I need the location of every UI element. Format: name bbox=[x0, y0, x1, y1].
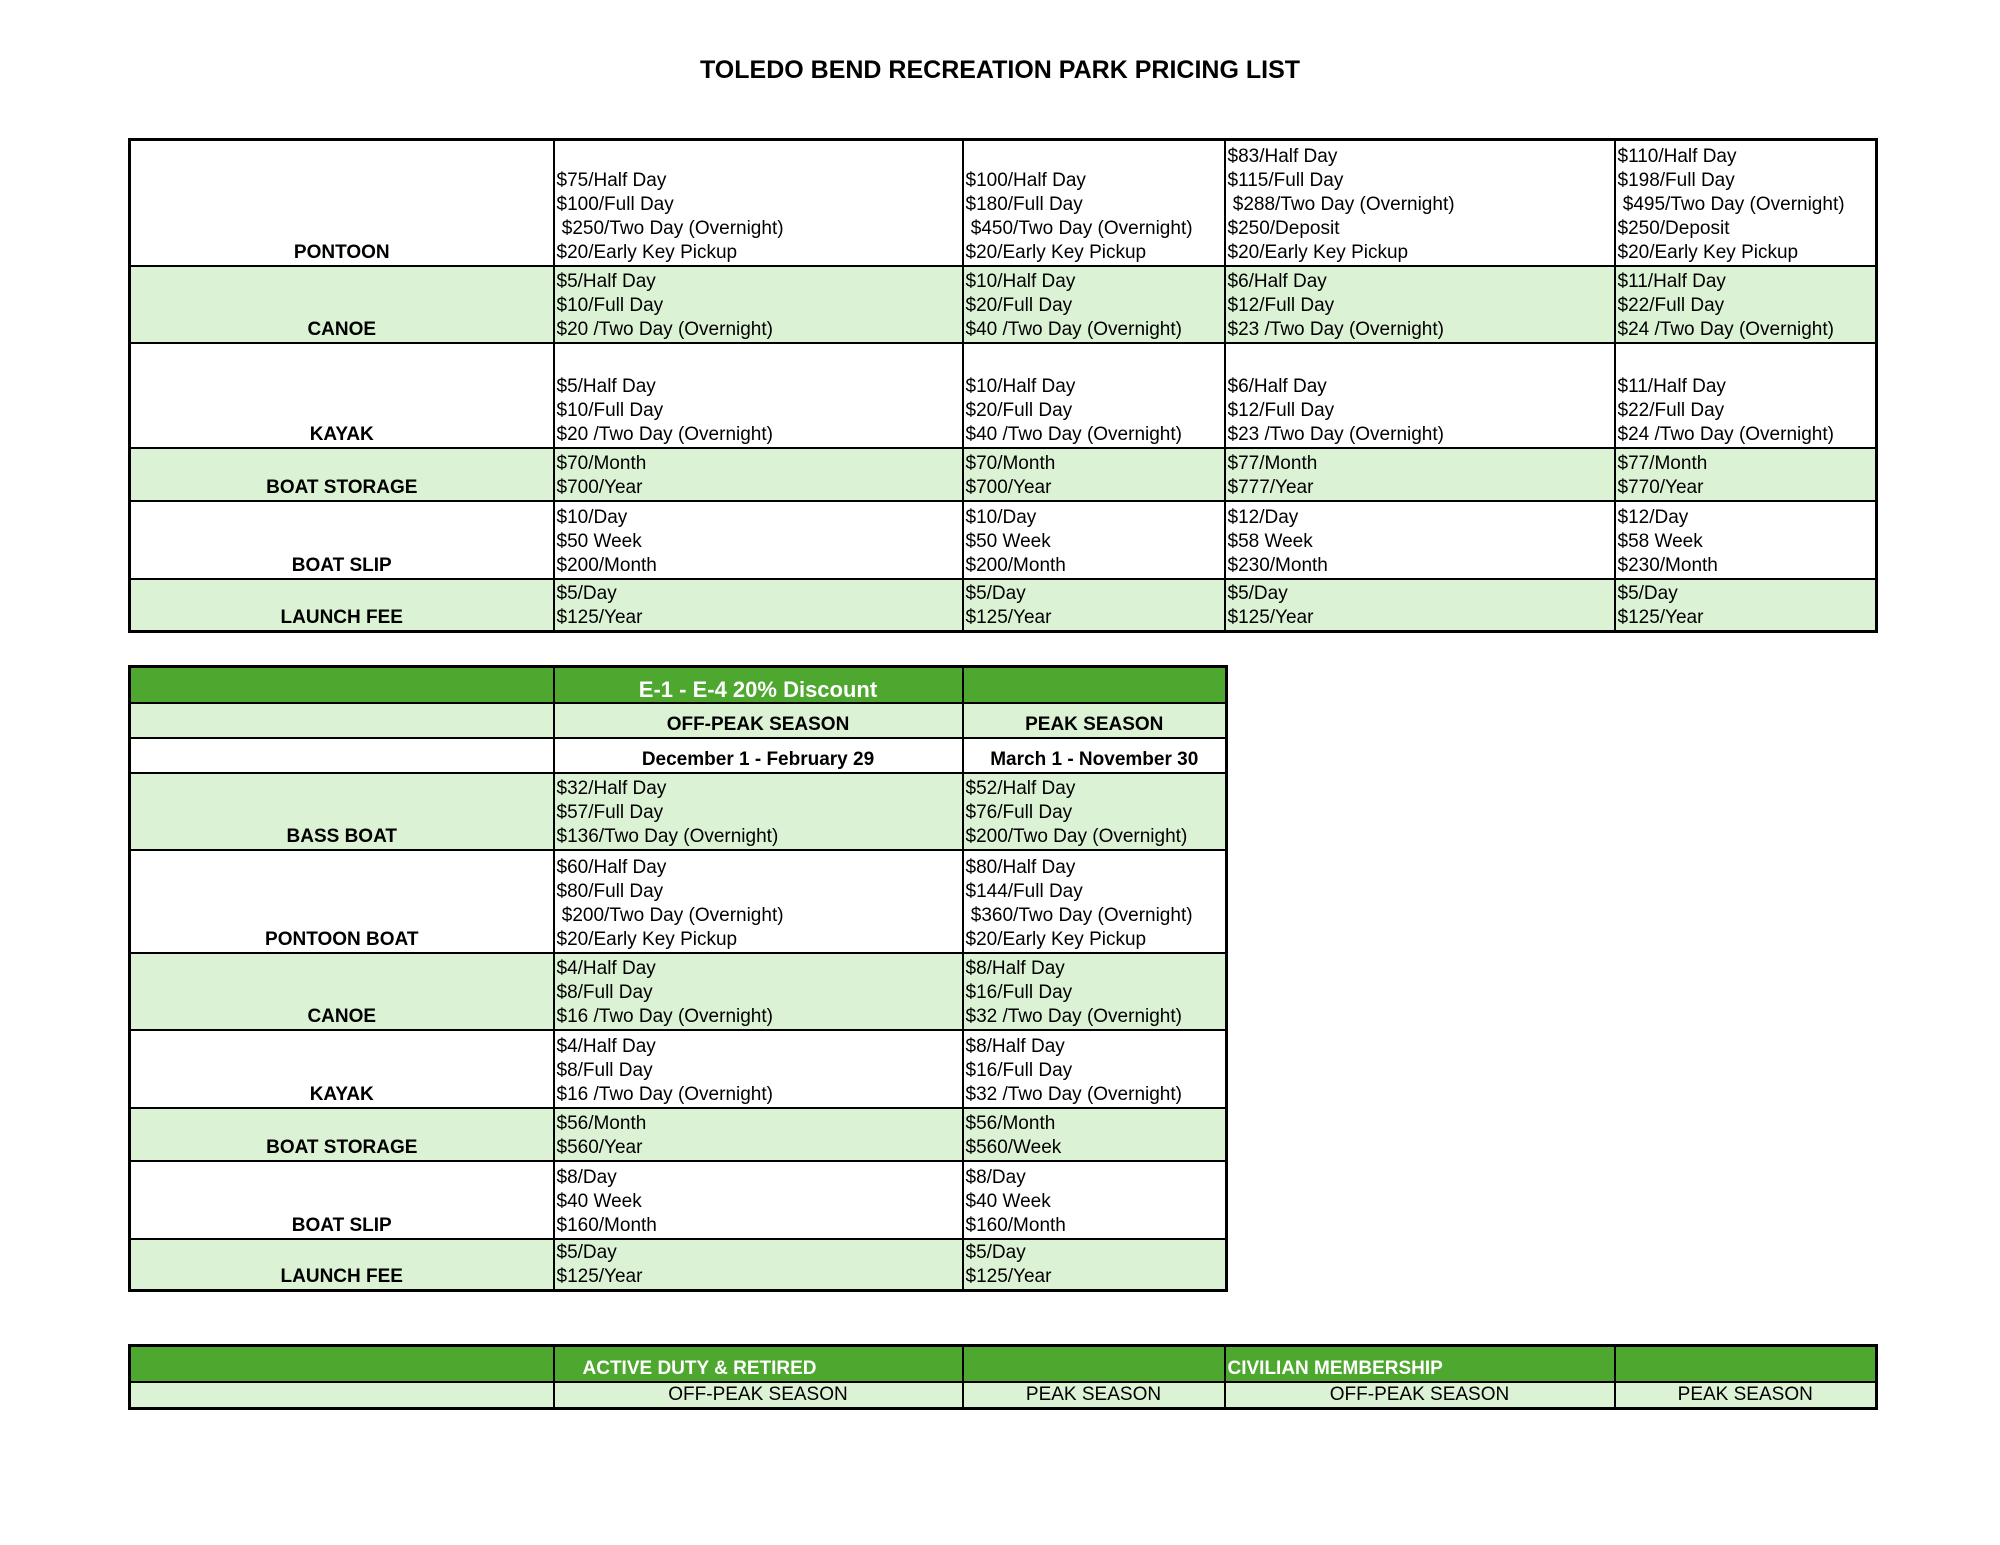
off-peak-season-header: OFF-PEAK SEASON bbox=[554, 703, 963, 738]
price-line: $40 /Two Day (Overnight) bbox=[965, 423, 1182, 445]
price-row bbox=[130, 266, 1877, 343]
price-line: $200/Month bbox=[965, 554, 1066, 576]
price-line: $12/Full Day bbox=[1227, 399, 1335, 421]
price-line: $20/Early Key Pickup bbox=[965, 241, 1147, 263]
price-line: $80/Half Day bbox=[965, 856, 1076, 878]
price-cell bbox=[963, 850, 1227, 953]
price-line: $16/Full Day bbox=[965, 981, 1073, 1003]
price-cell bbox=[1615, 140, 1877, 266]
price-line: $20 /Two Day (Overnight) bbox=[556, 318, 773, 340]
price-line: $100/Half Day bbox=[965, 169, 1086, 191]
price-line: $115/Full Day bbox=[1227, 169, 1344, 191]
service-label: BOAT STORAGE bbox=[130, 448, 554, 501]
service-label: LAUNCH FEE bbox=[130, 1239, 554, 1291]
price-line: $5/Day bbox=[556, 1242, 617, 1263]
price-line: $24 /Two Day (Overnight) bbox=[1617, 423, 1834, 445]
price-cell bbox=[963, 1239, 1227, 1291]
price-line: $16/Full Day bbox=[965, 1059, 1073, 1081]
price-line: $10/Half Day bbox=[965, 375, 1076, 397]
price-cell bbox=[554, 266, 963, 343]
price-row bbox=[130, 448, 1877, 501]
price-line: $10/Half Day bbox=[965, 270, 1076, 292]
service-label: BOAT STORAGE bbox=[130, 1108, 554, 1161]
pricing-table-discount bbox=[128, 665, 1228, 1292]
season-row-blank bbox=[130, 1382, 554, 1409]
price-cell bbox=[1615, 266, 1877, 343]
price-cell bbox=[1225, 501, 1615, 579]
season-header-blank bbox=[130, 703, 554, 738]
service-label: BOAT SLIP bbox=[130, 501, 554, 579]
price-line: $8/Full Day bbox=[556, 981, 653, 1003]
price-line: $700/Year bbox=[556, 476, 643, 498]
discount-header-blank bbox=[130, 667, 554, 703]
discount-header-blank-peak bbox=[963, 667, 1227, 703]
price-row bbox=[130, 1030, 1227, 1108]
price-line: $495/Two Day (Overnight) bbox=[1617, 193, 1845, 215]
service-label: CANOE bbox=[130, 266, 554, 343]
dates-header-blank bbox=[130, 738, 554, 773]
price-line: $8/Day bbox=[965, 1166, 1026, 1188]
active-peak: PEAK SEASON bbox=[963, 1382, 1225, 1409]
price-row bbox=[130, 1161, 1227, 1239]
price-line: $12/Full Day bbox=[1227, 294, 1335, 316]
price-line: $40 /Two Day (Overnight) bbox=[965, 318, 1182, 340]
service-label: PONTOON BOAT bbox=[130, 850, 554, 953]
price-line: $20/Full Day bbox=[965, 399, 1073, 421]
price-line: $56/Month bbox=[556, 1112, 647, 1134]
price-line: $777/Year bbox=[1227, 476, 1314, 498]
price-line: $12/Day bbox=[1617, 506, 1689, 528]
price-line: $58 Week bbox=[1227, 530, 1313, 552]
price-row bbox=[130, 501, 1877, 579]
price-cell bbox=[554, 448, 963, 501]
price-line: $77/Month bbox=[1227, 452, 1318, 474]
price-line: $60/Half Day bbox=[556, 856, 667, 878]
price-line: $125/Year bbox=[556, 607, 643, 628]
pricing-table-main-body bbox=[130, 140, 1877, 632]
price-line: $8/Day bbox=[556, 1166, 617, 1188]
price-line: $8/Half Day bbox=[965, 1035, 1065, 1057]
pricing-table-discount-rows bbox=[130, 773, 1227, 1291]
price-cell bbox=[554, 773, 963, 850]
price-line: $32 /Two Day (Overnight) bbox=[965, 1083, 1182, 1105]
price-line: $198/Full Day bbox=[1617, 169, 1735, 191]
active-duty-header: ACTIVE DUTY & RETIRED bbox=[554, 1346, 963, 1382]
price-line: $450/Two Day (Overnight) bbox=[965, 217, 1193, 239]
price-line: $700/Year bbox=[965, 476, 1052, 498]
price-line: $20/Early Key Pickup bbox=[1617, 241, 1799, 263]
price-row bbox=[130, 1108, 1227, 1161]
price-line: $125/Year bbox=[1617, 607, 1704, 628]
price-line: $5/Day bbox=[965, 583, 1026, 604]
price-cell bbox=[963, 501, 1225, 579]
price-line: $160/Month bbox=[556, 1214, 657, 1236]
service-label: LAUNCH FEE bbox=[130, 579, 554, 632]
price-line: $77/Month bbox=[1617, 452, 1708, 474]
price-line: $5/Half Day bbox=[556, 375, 656, 397]
page-title: TOLEDO BEND RECREATION PARK PRICING LIST bbox=[699, 56, 1301, 84]
price-cell bbox=[963, 953, 1227, 1030]
price-line: $56/Month bbox=[965, 1112, 1056, 1134]
service-label: KAYAK bbox=[130, 1030, 554, 1108]
price-line: $70/Month bbox=[965, 452, 1056, 474]
membership-blank bbox=[130, 1346, 554, 1382]
price-line: $125/Year bbox=[965, 607, 1052, 628]
price-line: $5/Half Day bbox=[556, 270, 656, 292]
price-line: $20/Full Day bbox=[965, 294, 1073, 316]
price-line: $4/Half Day bbox=[556, 957, 656, 979]
price-line: $10/Day bbox=[556, 506, 628, 528]
price-cell bbox=[1225, 448, 1615, 501]
price-line: $20/Early Key Pickup bbox=[556, 928, 738, 950]
price-line: $200/Two Day (Overnight) bbox=[556, 904, 784, 926]
price-cell bbox=[963, 448, 1225, 501]
price-line: $136/Two Day (Overnight) bbox=[556, 825, 779, 847]
price-line: $6/Half Day bbox=[1227, 270, 1327, 292]
service-label: BASS BOAT bbox=[130, 773, 554, 850]
service-label: BOAT SLIP bbox=[130, 1161, 554, 1239]
service-label: PONTOON bbox=[130, 140, 554, 266]
price-line: $8/Half Day bbox=[965, 957, 1065, 979]
price-cell bbox=[554, 1161, 963, 1239]
price-line: $16 /Two Day (Overnight) bbox=[556, 1005, 773, 1027]
price-line: $560/Week bbox=[965, 1136, 1062, 1158]
price-cell bbox=[1225, 266, 1615, 343]
price-line: $16 /Two Day (Overnight) bbox=[556, 1083, 773, 1105]
price-cell bbox=[1615, 501, 1877, 579]
price-cell bbox=[554, 579, 963, 632]
price-line: $5/Day bbox=[1227, 583, 1288, 604]
price-line: $58 Week bbox=[1617, 530, 1703, 552]
price-line: $50 Week bbox=[556, 530, 642, 552]
price-row bbox=[130, 1239, 1227, 1291]
active-duty-blank bbox=[963, 1346, 1225, 1382]
price-line: $20/Early Key Pickup bbox=[1227, 241, 1409, 263]
off-peak-dates: December 1 - February 29 bbox=[554, 738, 963, 773]
price-cell bbox=[554, 343, 963, 448]
price-cell bbox=[554, 501, 963, 579]
price-line: $125/Year bbox=[556, 1266, 643, 1287]
price-line: $70/Month bbox=[556, 452, 647, 474]
price-line: $32 /Two Day (Overnight) bbox=[965, 1005, 1182, 1027]
price-line: $80/Full Day bbox=[556, 880, 664, 902]
civilian-peak: PEAK SEASON bbox=[1615, 1382, 1877, 1409]
price-cell bbox=[1225, 343, 1615, 448]
price-line: $110/Half Day bbox=[1617, 145, 1737, 167]
price-line: $5/Day bbox=[965, 1242, 1026, 1263]
price-line: $8/Full Day bbox=[556, 1059, 653, 1081]
price-line: $180/Full Day bbox=[965, 193, 1083, 215]
price-line: $125/Year bbox=[1227, 607, 1314, 628]
price-line: $11/Half Day bbox=[1617, 375, 1726, 397]
price-line: $6/Half Day bbox=[1227, 375, 1327, 397]
price-line: $76/Full Day bbox=[965, 801, 1073, 823]
price-cell bbox=[1225, 579, 1615, 632]
price-line: $250/Deposit bbox=[1617, 217, 1730, 239]
price-line: $40 Week bbox=[965, 1190, 1051, 1212]
price-cell bbox=[554, 953, 963, 1030]
price-line: $12/Day bbox=[1227, 506, 1299, 528]
price-line: $4/Half Day bbox=[556, 1035, 656, 1057]
price-row bbox=[130, 773, 1227, 850]
price-cell bbox=[554, 1030, 963, 1108]
price-line: $52/Half Day bbox=[965, 777, 1076, 799]
price-line: $23 /Two Day (Overnight) bbox=[1227, 423, 1444, 445]
membership-header-table bbox=[128, 1344, 1878, 1410]
price-line: $230/Month bbox=[1227, 554, 1328, 576]
price-cell bbox=[554, 140, 963, 266]
price-line: $20/Early Key Pickup bbox=[965, 928, 1147, 950]
price-line: $57/Full Day bbox=[556, 801, 664, 823]
price-cell bbox=[963, 773, 1227, 850]
price-row bbox=[130, 343, 1877, 448]
service-label: CANOE bbox=[130, 953, 554, 1030]
price-line: $230/Month bbox=[1617, 554, 1718, 576]
price-cell bbox=[554, 1239, 963, 1291]
price-line: $160/Month bbox=[965, 1214, 1066, 1236]
price-line: $100/Full Day bbox=[556, 193, 674, 215]
price-line: $20/Early Key Pickup bbox=[556, 241, 738, 263]
active-off-peak: OFF-PEAK SEASON bbox=[554, 1382, 963, 1409]
price-row bbox=[130, 579, 1877, 632]
price-row bbox=[130, 953, 1227, 1030]
price-line: $10/Full Day bbox=[556, 399, 664, 421]
price-line: $83/Half Day bbox=[1227, 145, 1338, 167]
price-line: $5/Day bbox=[1617, 583, 1678, 604]
price-line: $200/Two Day (Overnight) bbox=[965, 825, 1188, 847]
price-line: $144/Full Day bbox=[965, 880, 1083, 902]
price-line: $22/Full Day bbox=[1617, 294, 1725, 316]
service-label: KAYAK bbox=[130, 343, 554, 448]
civilian-header: CIVILIAN MEMBERSHIP bbox=[1225, 1346, 1615, 1382]
price-cell bbox=[1615, 448, 1877, 501]
price-cell bbox=[1615, 579, 1877, 632]
price-row bbox=[130, 850, 1227, 953]
price-line: $40 Week bbox=[556, 1190, 642, 1212]
price-cell bbox=[554, 850, 963, 953]
price-cell bbox=[963, 579, 1225, 632]
price-line: $360/Two Day (Overnight) bbox=[965, 904, 1193, 926]
price-cell bbox=[963, 343, 1225, 448]
pricing-table-main bbox=[128, 138, 1878, 633]
price-line: $10/Day bbox=[965, 506, 1037, 528]
price-line: $200/Month bbox=[556, 554, 657, 576]
price-cell bbox=[1225, 140, 1615, 266]
discount-header: E-1 - E-4 20% Discount bbox=[554, 667, 963, 703]
price-line: $11/Half Day bbox=[1617, 270, 1726, 292]
price-line: $560/Year bbox=[556, 1136, 643, 1158]
price-row bbox=[130, 140, 1877, 266]
price-cell bbox=[554, 1108, 963, 1161]
price-line: $22/Full Day bbox=[1617, 399, 1725, 421]
price-line: $770/Year bbox=[1617, 476, 1704, 498]
price-line: $50 Week bbox=[965, 530, 1051, 552]
price-line: $5/Day bbox=[556, 583, 617, 604]
price-cell bbox=[963, 266, 1225, 343]
price-line: $10/Full Day bbox=[556, 294, 664, 316]
price-line: $250/Deposit bbox=[1227, 217, 1340, 239]
price-line: $23 /Two Day (Overnight) bbox=[1227, 318, 1444, 340]
price-cell bbox=[963, 140, 1225, 266]
price-line: $250/Two Day (Overnight) bbox=[556, 217, 784, 239]
price-cell bbox=[1615, 343, 1877, 448]
price-cell bbox=[963, 1161, 1227, 1239]
price-cell bbox=[963, 1108, 1227, 1161]
price-line: $24 /Two Day (Overnight) bbox=[1617, 318, 1834, 340]
price-cell bbox=[963, 1030, 1227, 1108]
price-line: $75/Half Day bbox=[556, 169, 667, 191]
peak-dates: March 1 - November 30 bbox=[963, 738, 1227, 773]
civilian-blank bbox=[1615, 1346, 1877, 1382]
price-line: $288/Two Day (Overnight) bbox=[1227, 193, 1455, 215]
price-line: $125/Year bbox=[965, 1266, 1052, 1287]
civilian-off-peak: OFF-PEAK SEASON bbox=[1225, 1382, 1615, 1409]
pricing-table-discount-body bbox=[130, 667, 1227, 773]
price-line: $20 /Two Day (Overnight) bbox=[556, 423, 773, 445]
peak-season-header: PEAK SEASON bbox=[963, 703, 1227, 738]
price-line: $32/Half Day bbox=[556, 777, 667, 799]
